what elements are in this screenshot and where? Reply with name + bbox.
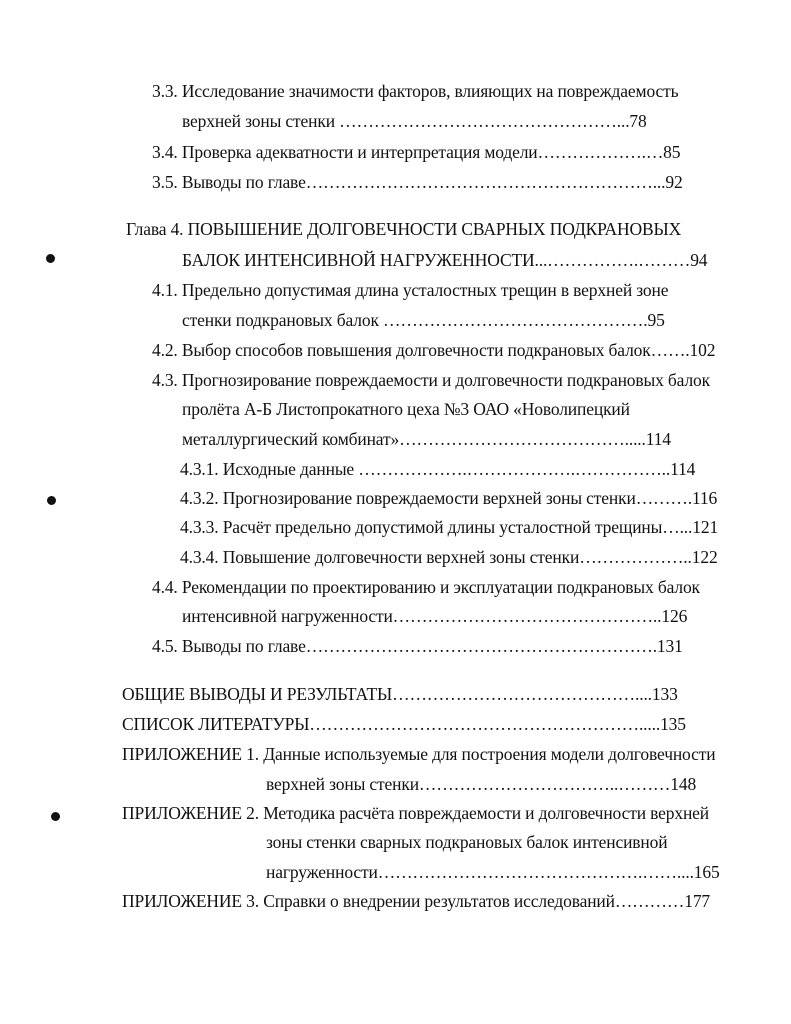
toc-entry-3-4: 3.4. Проверка адекватности и интерпретация модели……………….…85 (152, 142, 681, 162)
toc-appendix-2-line3: нагруженности……………………………………….……....165 (266, 862, 720, 882)
toc-entry-4-3-line2: пролёта А-Б Листопрокатного цеха №3 ОАО «Новолипецкий (182, 399, 630, 419)
punch-hole-mark (46, 254, 55, 263)
toc-entry-3-5: 3.5. Выводы по главе……………………………………………………...92 (152, 172, 683, 192)
toc-entry-3-3-line2: верхней зоны стенки …………………………………………...78 (182, 111, 647, 131)
toc-entry-4-3-4: 4.3.4. Повышение долговечности верхней зоны стенки………………..122 (180, 547, 718, 567)
toc-entry-3-3-line1: 3.3. Исследование значимости факторов, влияющих на повреждаемость (152, 81, 679, 101)
toc-entry-4-4-line1: 4.4. Рекомендации по проектированию и эксплуатации подкрановых балок (152, 577, 700, 597)
toc-appendix-1-line2: верхней зоны стенки……………………………..………148 (266, 774, 697, 794)
toc-appendix-3: ПРИЛОЖЕНИЕ 3. Справки о внедрении результатов исследований…………177 (122, 891, 711, 911)
toc-appendix-2-line1: ПРИЛОЖЕНИЕ 2. Методика расчёта повреждаемости и долговечности верхней (122, 803, 710, 823)
toc-general-conclusions: ОБЩИЕ ВЫВОДЫ И РЕЗУЛЬТАТЫ……………………………………....133 (122, 684, 678, 704)
toc-entry-4-5: 4.5. Выводы по главе…………………………………………………….131 (152, 636, 683, 656)
punch-hole-mark (51, 812, 60, 821)
toc-chapter-4-line1: Глава 4. ПОВЫШЕНИЕ ДОЛГОВЕЧНОСТИ СВАРНЫХ ПОДКРАНОВЫХ (126, 219, 682, 239)
toc-entry-4-3-3: 4.3.3. Расчёт предельно допустимой длины усталостной трещины…...121 (180, 517, 719, 537)
toc-entry-4-3-line3: металлургический комбинат»………………………………….....114 (182, 429, 671, 449)
toc-appendix-2-line2: зоны стенки сварных подкрановых балок интенсивной (266, 832, 668, 852)
toc-appendix-1-line1: ПРИЛОЖЕНИЕ 1. Данные используемые для построения модели долговечности (122, 744, 716, 764)
toc-entry-4-2: 4.2. Выбор способов повышения долговечности подкрановых балок…….102 (152, 340, 716, 360)
toc-entry-4-3-2: 4.3.2. Прогнозирование повреждаемости верхней зоны стенки……….116 (180, 488, 718, 508)
toc-entry-4-4-line2: интенсивной нагруженности………………………………………..126 (182, 606, 688, 626)
toc-entry-4-1-line1: 4.1. Предельно допустимая длина усталостных трещин в верхней зоне (152, 280, 669, 300)
toc-entry-4-1-line2: стенки подкрановых балок ……………………………………….95 (182, 310, 665, 330)
toc-entry-4-3-1: 4.3.1. Исходные данные ……………….……………….……………..114 (180, 459, 696, 479)
toc-entry-4-3-line1: 4.3. Прогнозирование повреждаемости и долговечности подкрановых балок (152, 370, 710, 390)
punch-hole-mark (47, 496, 56, 505)
toc-references: СПИСОК ЛИТЕРАТУРЫ………………………………………………….....135 (122, 714, 686, 734)
toc-chapter-4-line2: БАЛОК ИНТЕНСИВНОЙ НАГРУЖЕННОСТИ...…………….………94 (182, 250, 708, 270)
